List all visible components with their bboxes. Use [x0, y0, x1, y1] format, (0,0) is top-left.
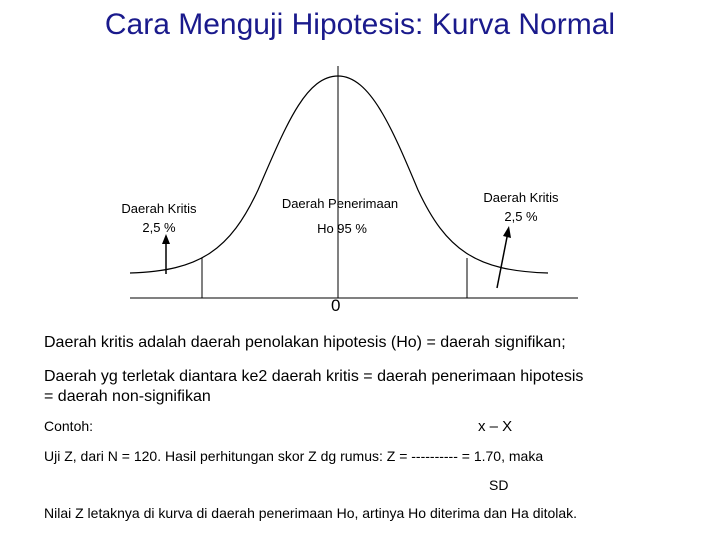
origin-label: 0 — [331, 296, 341, 315]
right-arrow-head — [503, 226, 511, 238]
example-label: Contoh: — [44, 418, 94, 434]
page-title: Cara Menguji Hipotesis: Kurva Normal — [104, 8, 616, 41]
left-critical-label — [108, 199, 210, 237]
left-critical-label-name: Daerah Kritis — [121, 201, 197, 216]
formula-denominator: SD — [489, 477, 509, 493]
definition-acceptance-cont: = daerah non-signifikan — [44, 388, 211, 405]
example-statement: Uji Z, dari N = 120. Hasil perhitungan skor Z dg rumus: Z = ---------- = 1.70, maka — [44, 448, 544, 464]
right-critical-label-percent: 2,5 % — [504, 209, 538, 224]
formula-numerator: x – X — [478, 418, 513, 435]
bell-curve — [130, 76, 548, 273]
acceptance-region-label: Daerah Penerimaan — [281, 196, 399, 211]
right-critical-label — [470, 188, 572, 226]
conclusion-statement: Nilai Z letaknya di kurva di daerah penerimaan Ho, artinya Ho diterima dan Ha ditolak. — [44, 505, 578, 521]
right-critical-label-name: Daerah Kritis — [483, 190, 559, 205]
left-critical-label-percent: 2,5 % — [142, 220, 176, 235]
definition-acceptance: Daerah yg terletak diantara ke2 daerah kritis = daerah penerimaan hipotesis — [44, 368, 584, 385]
definition-critical: Daerah kritis adalah daerah penolakan hipotesis (Ho) = daerah signifikan; — [44, 334, 566, 351]
right-arrow-shaft — [497, 232, 508, 288]
acceptance-region-percent: Ho 95 % — [317, 221, 367, 236]
